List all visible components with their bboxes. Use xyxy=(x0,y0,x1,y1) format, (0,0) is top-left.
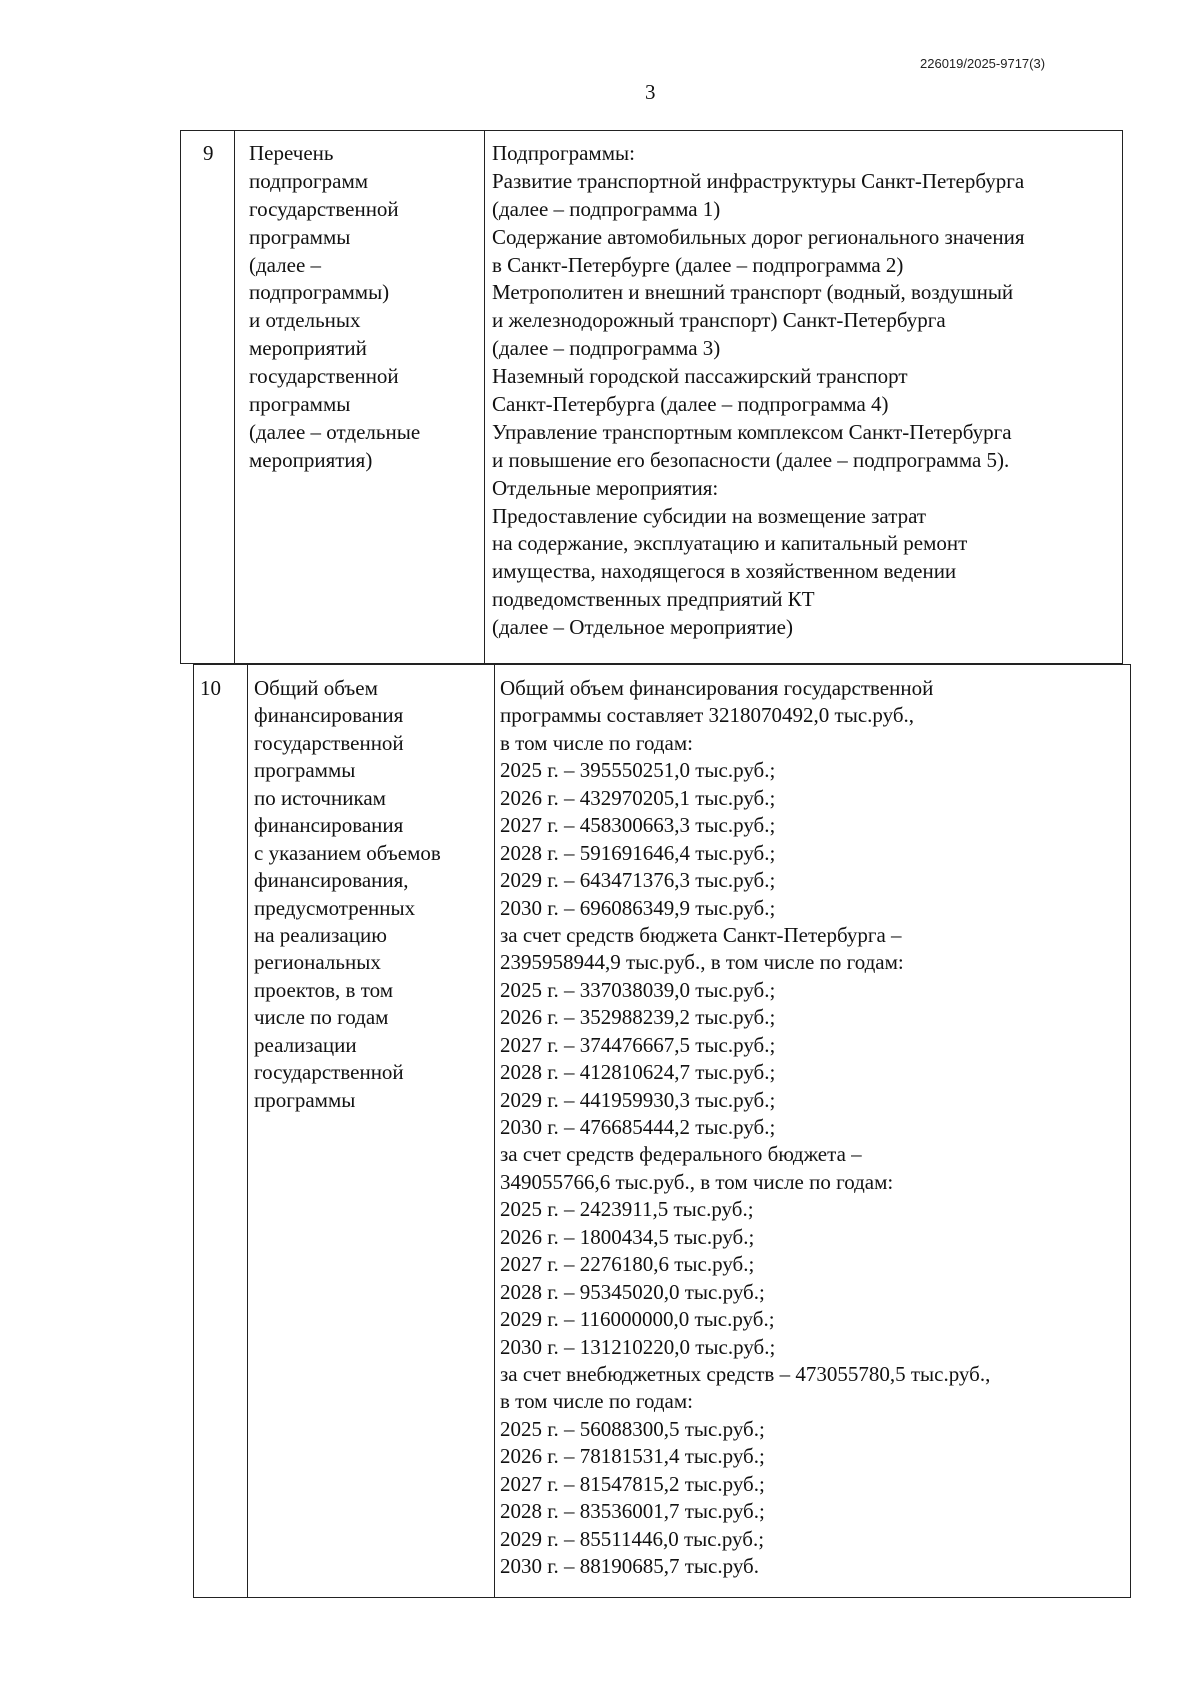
text-line: Санкт-Петербурга (далее – подпрограмма 4) xyxy=(492,392,889,417)
text-line: в том числе по годам: xyxy=(500,730,693,755)
text-line: 2026 г. – 1800434,5 тыс.руб.; xyxy=(500,1224,755,1249)
table-row-10 xyxy=(193,664,1131,1598)
text-line: на содержание, эксплуатацию и капитальный ремонт xyxy=(492,531,968,556)
text-line: и отдельных xyxy=(249,308,361,333)
text-line: и повышение его безопасности (далее – подпрограмма 5). xyxy=(492,447,1010,472)
text-line: программы составляет 3218070492,0 тыс.руб., xyxy=(500,703,915,728)
text-line: 2028 г. – 83536001,7 тыс.руб.; xyxy=(500,1499,765,1524)
text-line: Перечень xyxy=(249,141,334,165)
text-line: подпрограмм xyxy=(249,168,369,193)
text-line: 2028 г. – 591691646,4 тыс.руб.; xyxy=(500,840,776,865)
text-line: мероприятия) xyxy=(249,447,373,472)
table-row-9 xyxy=(180,130,1123,664)
text-line: 349055766,6 тыс.руб., в том числе по годам: xyxy=(500,1169,894,1194)
text-line: Отдельные мероприятия: xyxy=(492,475,719,500)
text-line: программы xyxy=(249,224,351,249)
text-line: подведомственных предприятий КТ xyxy=(492,587,815,612)
text-line: государственной xyxy=(249,196,399,221)
text-line: проектов, в том xyxy=(254,977,394,1002)
text-line: финансирования xyxy=(254,813,404,838)
text-line: Метрополитен и внешний транспорт (водный, воздушный xyxy=(492,280,1014,305)
text-line: 2030 г. – 88190685,7 тыс.руб. xyxy=(500,1554,759,1578)
text-line: 2395958944,9 тыс.руб., в том числе по годам: xyxy=(500,950,904,975)
text-line: 2025 г. – 56088300,5 тыс.руб.; xyxy=(500,1416,765,1441)
text-line: (далее – подпрограмма 1) xyxy=(492,196,721,221)
text-line: 2027 г. – 81547815,2 тыс.руб.; xyxy=(500,1471,765,1496)
text-line: 2026 г. – 78181531,4 тыс.руб.; xyxy=(500,1444,765,1469)
text-line: Общий объем xyxy=(254,676,378,700)
text-line: программы xyxy=(249,392,351,417)
text-line: в Санкт-Петербурге (далее – подпрограмма 2) xyxy=(492,252,904,277)
text-line: (далее – отдельные xyxy=(249,419,421,444)
text-line: за счет средств федерального бюджета – xyxy=(500,1142,862,1167)
text-line: (далее – Отдельное мероприятие) xyxy=(492,615,793,640)
text-line: мероприятий xyxy=(249,336,367,361)
row-title xyxy=(249,140,420,475)
text-line: подпрограммы) xyxy=(249,280,390,305)
row-title xyxy=(254,675,441,1114)
text-line: 2029 г. – 85511446,0 тыс.руб.; xyxy=(500,1526,765,1551)
text-line: 2025 г. – 2423911,5 тыс.руб.; xyxy=(500,1197,754,1222)
text-line: Наземный городской пассажирский транспорт xyxy=(492,364,908,389)
text-line: 2028 г. – 412810624,7 тыс.руб.; xyxy=(500,1060,776,1085)
text-line: 2028 г. – 95345020,0 тыс.руб.; xyxy=(500,1279,765,1304)
text-line: 2029 г. – 643471376,3 тыс.руб.; xyxy=(500,868,776,893)
row-number: 10 xyxy=(200,676,221,700)
text-line: за счет внебюджетных средств – 473055780,5 тыс.руб., xyxy=(500,1361,991,1386)
text-line: государственной xyxy=(254,730,404,755)
text-line: 2027 г. – 458300663,3 тыс.руб.; xyxy=(500,813,776,838)
text-line: финансирования, xyxy=(254,868,409,893)
text-line: 2030 г. – 131210220,0 тыс.руб.; xyxy=(500,1334,776,1359)
text-line: 2027 г. – 374476667,5 тыс.руб.; xyxy=(500,1032,776,1057)
text-line: программы xyxy=(254,1087,356,1112)
text-line: 2025 г. – 395550251,0 тыс.руб.; xyxy=(500,758,776,783)
text-line: государственной xyxy=(249,364,399,389)
row-content xyxy=(492,140,1025,642)
text-line: Содержание автомобильных дорог регионального значения xyxy=(492,224,1025,249)
text-line: и железнодорожный транспорт) Санкт-Петербурга xyxy=(492,308,946,333)
text-line: региональных xyxy=(254,950,381,975)
text-line: по источникам xyxy=(254,785,386,810)
text-line: в том числе по годам: xyxy=(500,1389,693,1414)
text-line: 2026 г. – 352988239,2 тыс.руб.; xyxy=(500,1005,776,1030)
text-line: 2029 г. – 116000000,0 тыс.руб.; xyxy=(500,1307,775,1332)
text-line: 2025 г. – 337038039,0 тыс.руб.; xyxy=(500,977,776,1002)
text-line: (далее – xyxy=(249,252,322,277)
row-content xyxy=(500,675,990,1580)
row-number: 9 xyxy=(203,141,214,165)
text-line: финансирования xyxy=(254,703,404,728)
text-line: 2029 г. – 441959930,3 тыс.руб.; xyxy=(500,1087,776,1112)
text-line: на реализацию xyxy=(254,922,387,947)
text-line: 2027 г. – 2276180,6 тыс.руб.; xyxy=(500,1252,755,1277)
text-line: программы xyxy=(254,758,356,783)
text-line: предусмотренных xyxy=(254,895,416,920)
text-line: Предоставление субсидии на возмещение затрат xyxy=(492,503,927,528)
text-line: за счет средств бюджета Санкт-Петербурга – xyxy=(500,922,902,947)
page-number: 3 xyxy=(645,80,656,104)
text-line: с указанием объемов xyxy=(254,840,441,865)
document-id: 226019/2025-9717(3) xyxy=(920,56,1046,71)
text-line: Общий объем финансирования государственной xyxy=(500,676,934,700)
text-line: числе по годам xyxy=(254,1005,389,1030)
text-line: 2030 г. – 696086349,9 тыс.руб.; xyxy=(500,895,776,920)
text-line: Управление транспортным комплексом Санкт-Петербурга xyxy=(492,419,1012,444)
text-line: Подпрограммы: xyxy=(492,141,635,165)
text-line: 2026 г. – 432970205,1 тыс.руб.; xyxy=(500,785,776,810)
text-line: имущества, находящегося в хозяйственном ведении xyxy=(492,559,957,584)
text-line: (далее – подпрограмма 3) xyxy=(492,336,721,361)
text-line: Развитие транспортной инфраструктуры Санкт-Петербурга xyxy=(492,168,1025,193)
text-line: государственной xyxy=(254,1060,404,1085)
text-line: реализации xyxy=(254,1032,357,1057)
text-line: 2030 г. – 476685444,2 тыс.руб.; xyxy=(500,1115,776,1139)
